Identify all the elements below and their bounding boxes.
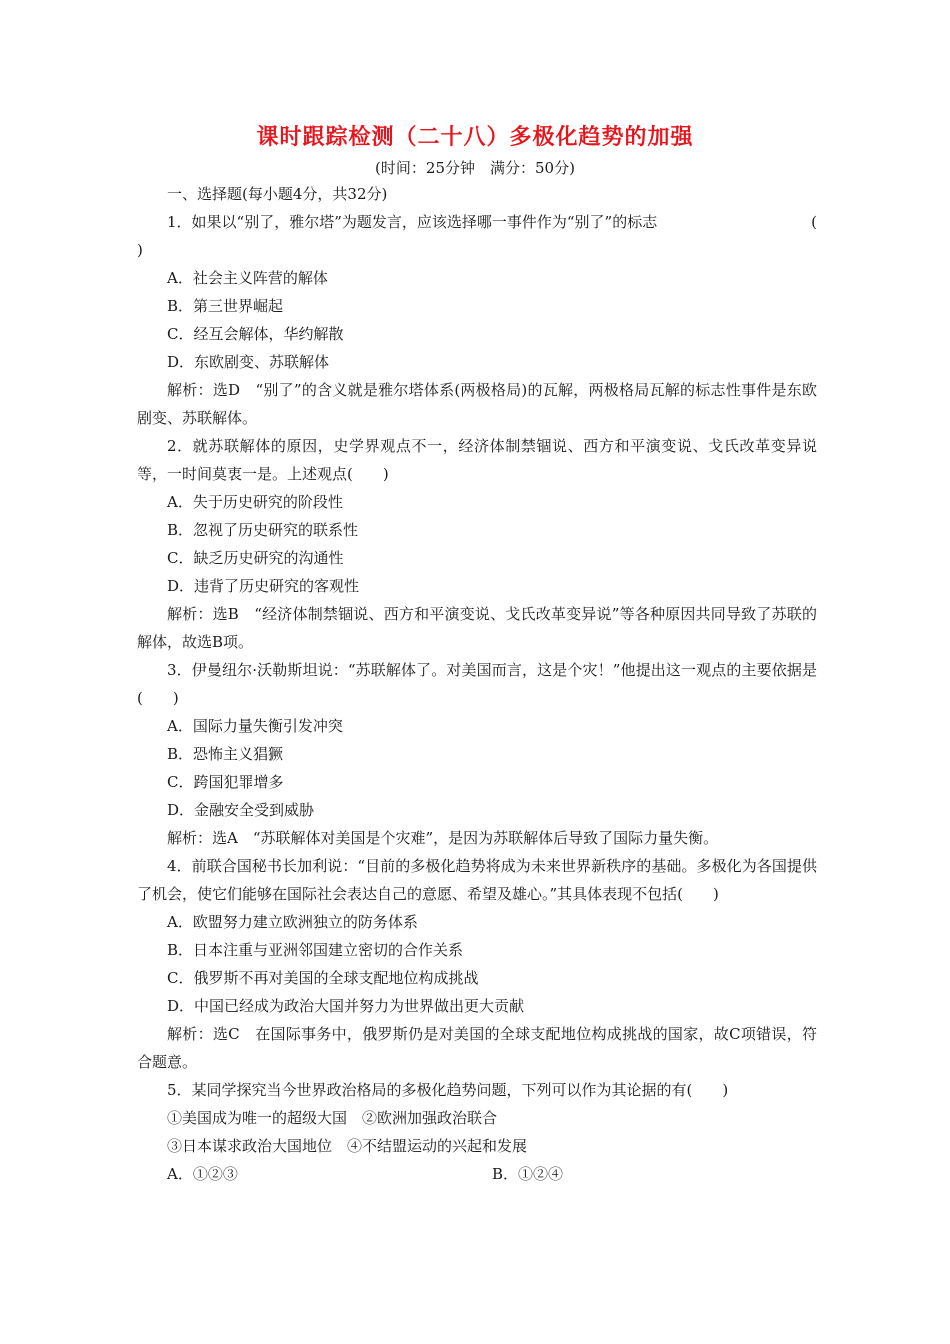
question-4-option-a: A．欧盟努力建立欧洲独立的防务体系 [167, 913, 418, 931]
page-subtitle: (时间：25分钟 满分：50分) [375, 159, 575, 177]
question-3-stem: 3．伊曼纽尔·沃勒斯坦说：“苏联解体了。对美国而言，这是个灾！”他提出这一观点的主要依据是( ) [137, 661, 817, 707]
question-2-option-c: C．缺乏历史研究的沟通性 [167, 549, 344, 567]
page-title: 课时跟踪检测（二十八）多极化趋势的加强 [256, 125, 694, 150]
question-5-stem: 5．某同学探究当今世界政治格局的多极化趋势问题，下列可以作为其论据的有( ) [167, 1081, 729, 1099]
question-2-stem: 2．就苏联解体的原因，史学界观点不一，经济体制禁锢说、西方和平演变说、戈氏改革变异说等，一时间莫衷一是。上述观点( ) [137, 437, 817, 483]
question-4-option-c: C．俄罗斯不再对美国的全球支配地位构成挑战 [167, 969, 479, 987]
question-4-option-d: D．中国已经成为政治大国并努力为世界做出更大贡献 [167, 997, 525, 1015]
question-5-statements-line-1: ①美国成为唯一的超级大国 ②欧洲加强政治联合 [167, 1109, 498, 1127]
question-2-analysis: 解析：选B “经济体制禁锢说、西方和平演变说、戈氏改革变异说”等各种原因共同导致了苏联的解体，故选B项。 [137, 605, 817, 651]
question-2 [137, 432, 817, 656]
question-5-option-b: B．①②④ [492, 1165, 564, 1183]
question-1-stem-line [137, 208, 817, 236]
question-5-option-a: A．①②③ [167, 1165, 238, 1183]
question-4-stem: 4．前联合国秘书长加利说：“目前的多极化趋势将成为未来世界新秩序的基础。多极化为各国提供了机会，使它们能够在国际社会表达自己的意愿、希望及雄心。”其具体表现不包括( ) [137, 857, 817, 903]
question-2-option-d: D．违背了历史研究的客观性 [167, 577, 360, 595]
question-1-option-d: D．东欧剧变、苏联解体 [167, 353, 330, 371]
question-4-option-b: B．日本注重与亚洲邻国建立密切的合作关系 [167, 941, 464, 959]
question-2-option-b: B．忽视了历史研究的联系性 [167, 521, 359, 539]
question-5 [137, 1076, 817, 1188]
question-3-option-d: D．金融安全受到威胁 [167, 801, 315, 819]
question-1-stem: 1．如果以“别了，雅尔塔”为题发言，应该选择哪一事件作为“别了”的标志 [167, 213, 658, 231]
question-3-option-b: B．恐怖主义猖獗 [167, 745, 284, 763]
question-1 [137, 208, 817, 432]
question-1-paren-close: ) [137, 241, 143, 259]
question-4 [137, 852, 817, 1076]
question-5-options-row [137, 1160, 817, 1188]
question-1-option-a: A．社会主义阵营的解体 [167, 269, 328, 287]
question-5-statements-line-2: ③日本谋求政治大国地位 ④不结盟运动的兴起和发展 [167, 1137, 528, 1155]
document-body [137, 180, 817, 1188]
question-3-analysis: 解析：选A “苏联解体对美国是个灾难”，是因为苏联解体后导致了国际力量失衡。 [167, 829, 719, 847]
question-3-option-c: C．跨国犯罪增多 [167, 773, 284, 791]
question-3-option-a: A．国际力量失衡引发冲突 [167, 717, 343, 735]
question-2-option-a: A．失于历史研究的阶段性 [167, 493, 343, 511]
question-3 [137, 656, 817, 852]
question-1-option-b: B．第三世界崛起 [167, 297, 284, 315]
question-1-option-c: C．经互会解体，华约解散 [167, 325, 344, 343]
question-1-analysis: 解析：选D “别了”的含义就是雅尔塔体系(两极格局)的瓦解，两极格局瓦解的标志性事件是东欧剧变、苏联解体。 [137, 381, 817, 427]
question-4-analysis: 解析：选C 在国际事务中，俄罗斯仍是对美国的全球支配地位构成挑战的国家，故C项错误，符合题意。 [137, 1025, 817, 1071]
section-heading: 一、选择题(每小题4分，共32分) [167, 185, 388, 203]
question-1-paren-open: ( [811, 213, 817, 231]
